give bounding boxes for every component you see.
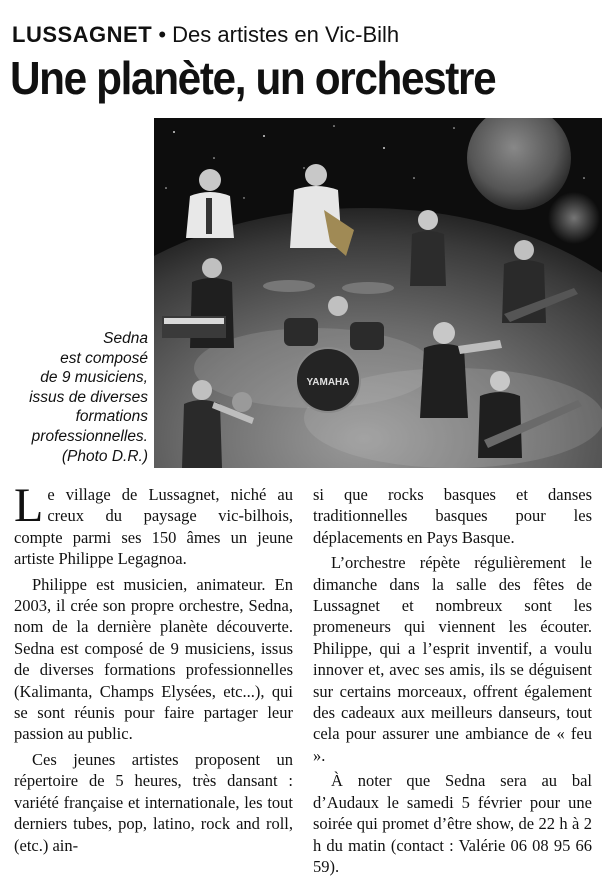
photo-caption — [6, 329, 148, 466]
band-photo — [154, 118, 602, 468]
paragraph-text: e village de Lussagnet, niché au creux du paysage vic-bilhois, compte parmi ses 150 âmes un jeune artiste Philippe Legagnoa. — [14, 485, 293, 569]
article-column-left — [14, 479, 293, 860]
article-paragraph: si que rocks basques et danses traditionnelles basques pour les déplacements en Pays Basque. — [313, 485, 592, 547]
kicker-subtitle: Des artistes en Vic-Bilh — [172, 22, 400, 47]
caption-line: est composé — [60, 349, 148, 367]
caption-line: de 9 musiciens, — [40, 369, 148, 387]
drop-cap: L — [14, 479, 44, 532]
article-headline: Une planète, un orchestre — [10, 52, 496, 104]
caption-line: issus de diverses — [29, 388, 148, 406]
caption-line: Sedna — [103, 330, 148, 347]
article-paragraph: L’orchestre répète régulièrement le dimanche dans la salle des fêtes de Lussagnet et nombreux sont les promeneurs qui viennent les écouter. Philippe, qui a l’esprit inventif, a voulu innover et, avec ses amis, ils se déguisent sur certains morceaux, offrent également des cadeaux aux meilleurs danseurs, tout cela pour assurer une ambiance de « feu ». — [313, 553, 592, 765]
band-photo-illustration — [154, 118, 602, 468]
article-paragraph: À noter que Sedna sera au bal d’Audaux le samedi 5 février pour une soirée qui promet d’être show, de 22 h à 2 h du matin (contact : Valérie 06 08 95 66 59). — [313, 771, 592, 876]
article-paragraph: Ces jeunes artistes proposent un répertoire de 5 heures, très dansant : variété française et internationale, les tout derniers tubes, pop, latino, rock and roll, (etc.) ain- — [14, 749, 293, 855]
drum-brand-text: YAMAHA — [306, 377, 350, 388]
caption-line: (Photo D.R.) — [61, 447, 148, 465]
kicker-separator: • — [158, 22, 167, 47]
article-paragraph — [14, 479, 293, 570]
article-column-right — [313, 484, 592, 881]
article-kicker — [12, 22, 399, 48]
caption-line: formations — [75, 408, 148, 426]
caption-line: professionnelles. — [31, 427, 148, 445]
kicker-location: LUSSAGNET — [12, 22, 153, 47]
article-paragraph: Philippe est musicien, animateur. En 2003, il crée son propre orchestre, Sedna, nom de la dernière planète découverte. Sedna est composé de 9 musiciens, issus de diverses formations professionnelles (Kalimanta, Champs Elysées, etc...), qui se sont réunis pour faire partager leur passion au public. — [14, 574, 293, 744]
